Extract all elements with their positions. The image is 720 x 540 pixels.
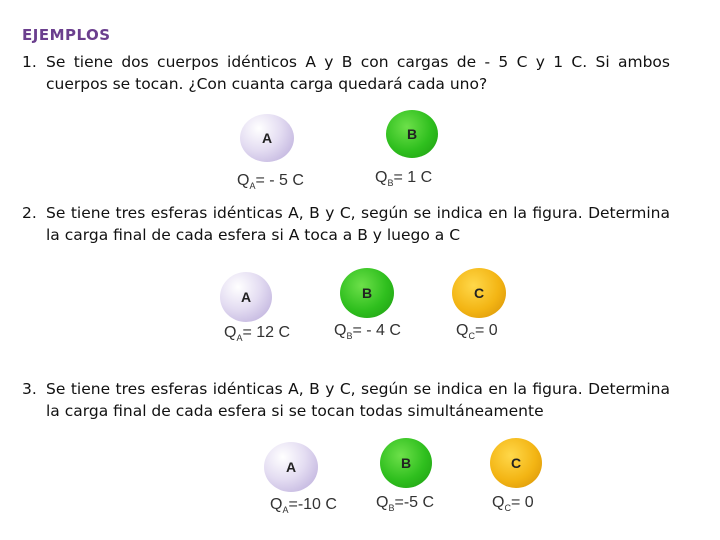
charge-c — [492, 494, 534, 513]
sphere-label: B — [361, 285, 373, 301]
problem-3 — [22, 378, 670, 422]
sphere-a — [264, 442, 318, 492]
charge-b — [375, 169, 432, 188]
problem-number: 2. — [22, 204, 37, 222]
charge-value: = 1 C — [393, 169, 433, 186]
charge-symbol: Q — [224, 324, 237, 341]
sphere-b — [340, 268, 394, 318]
charge-symbol: Q — [456, 322, 469, 339]
problem-number: 1. — [22, 53, 37, 71]
sphere-c — [452, 268, 506, 318]
charge-value: = 12 C — [242, 324, 291, 341]
charge-subscript: B — [346, 331, 353, 342]
problem-text: Se tiene dos cuerpos idénticos A y B con cargas de - 5 C y 1 C. Si ambos cuerpos se tocan. ¿Con cuanta carga quedará cada uno? — [46, 53, 670, 93]
charge-symbol: Q — [375, 169, 388, 186]
sphere-c — [490, 438, 542, 488]
sphere-a — [220, 272, 272, 322]
charge-a — [270, 496, 337, 515]
sphere-label: A — [285, 459, 297, 475]
charge-b — [376, 494, 434, 513]
sphere-label: A — [261, 130, 273, 146]
charge-value: =-10 C — [288, 496, 337, 513]
problem-number: 3. — [22, 380, 37, 398]
charge-symbol: Q — [237, 172, 250, 189]
charge-subscript: B — [388, 503, 395, 514]
charge-symbol: Q — [492, 494, 505, 511]
charge-b — [334, 322, 401, 341]
charge-a — [224, 324, 290, 343]
charge-symbol: Q — [270, 496, 283, 513]
charge-subscript: A — [236, 333, 243, 344]
charge-value: = - 4 C — [352, 322, 401, 339]
charge-value: =-5 C — [394, 494, 435, 511]
charge-a — [237, 172, 304, 191]
problem-1 — [22, 51, 670, 95]
charge-value: = 0 — [510, 494, 534, 511]
problem-2 — [22, 202, 670, 246]
charge-value: = 0 — [474, 322, 498, 339]
charge-subscript: C — [504, 503, 511, 514]
charge-value: = - 5 C — [255, 172, 304, 189]
problem-text: Se tiene tres esferas idénticas A, B y C, según se indica en la figura. Determina la carga final de cada esfera si se tocan todas simultáneamente — [46, 380, 670, 420]
charge-subscript: A — [282, 505, 289, 516]
sphere-b — [380, 438, 432, 488]
charge-c — [456, 322, 498, 341]
sphere-label: A — [240, 289, 252, 305]
charge-subscript: A — [249, 181, 256, 192]
sphere-label: C — [510, 455, 522, 471]
problem-text: Se tiene tres esferas idénticas A, B y C, según se indica en la figura. Determina la carga final de cada esfera si A toca a B y luego a C — [46, 204, 670, 244]
charge-subscript: C — [468, 331, 475, 342]
sphere-label: C — [473, 285, 485, 301]
charge-subscript: B — [387, 178, 394, 189]
sphere-label: B — [400, 455, 412, 471]
sphere-b — [386, 110, 438, 158]
charge-symbol: Q — [334, 322, 347, 339]
page-heading: EJEMPLOS — [22, 26, 111, 44]
sphere-a — [240, 114, 294, 162]
charge-symbol: Q — [376, 494, 389, 511]
sphere-label: B — [406, 126, 418, 142]
